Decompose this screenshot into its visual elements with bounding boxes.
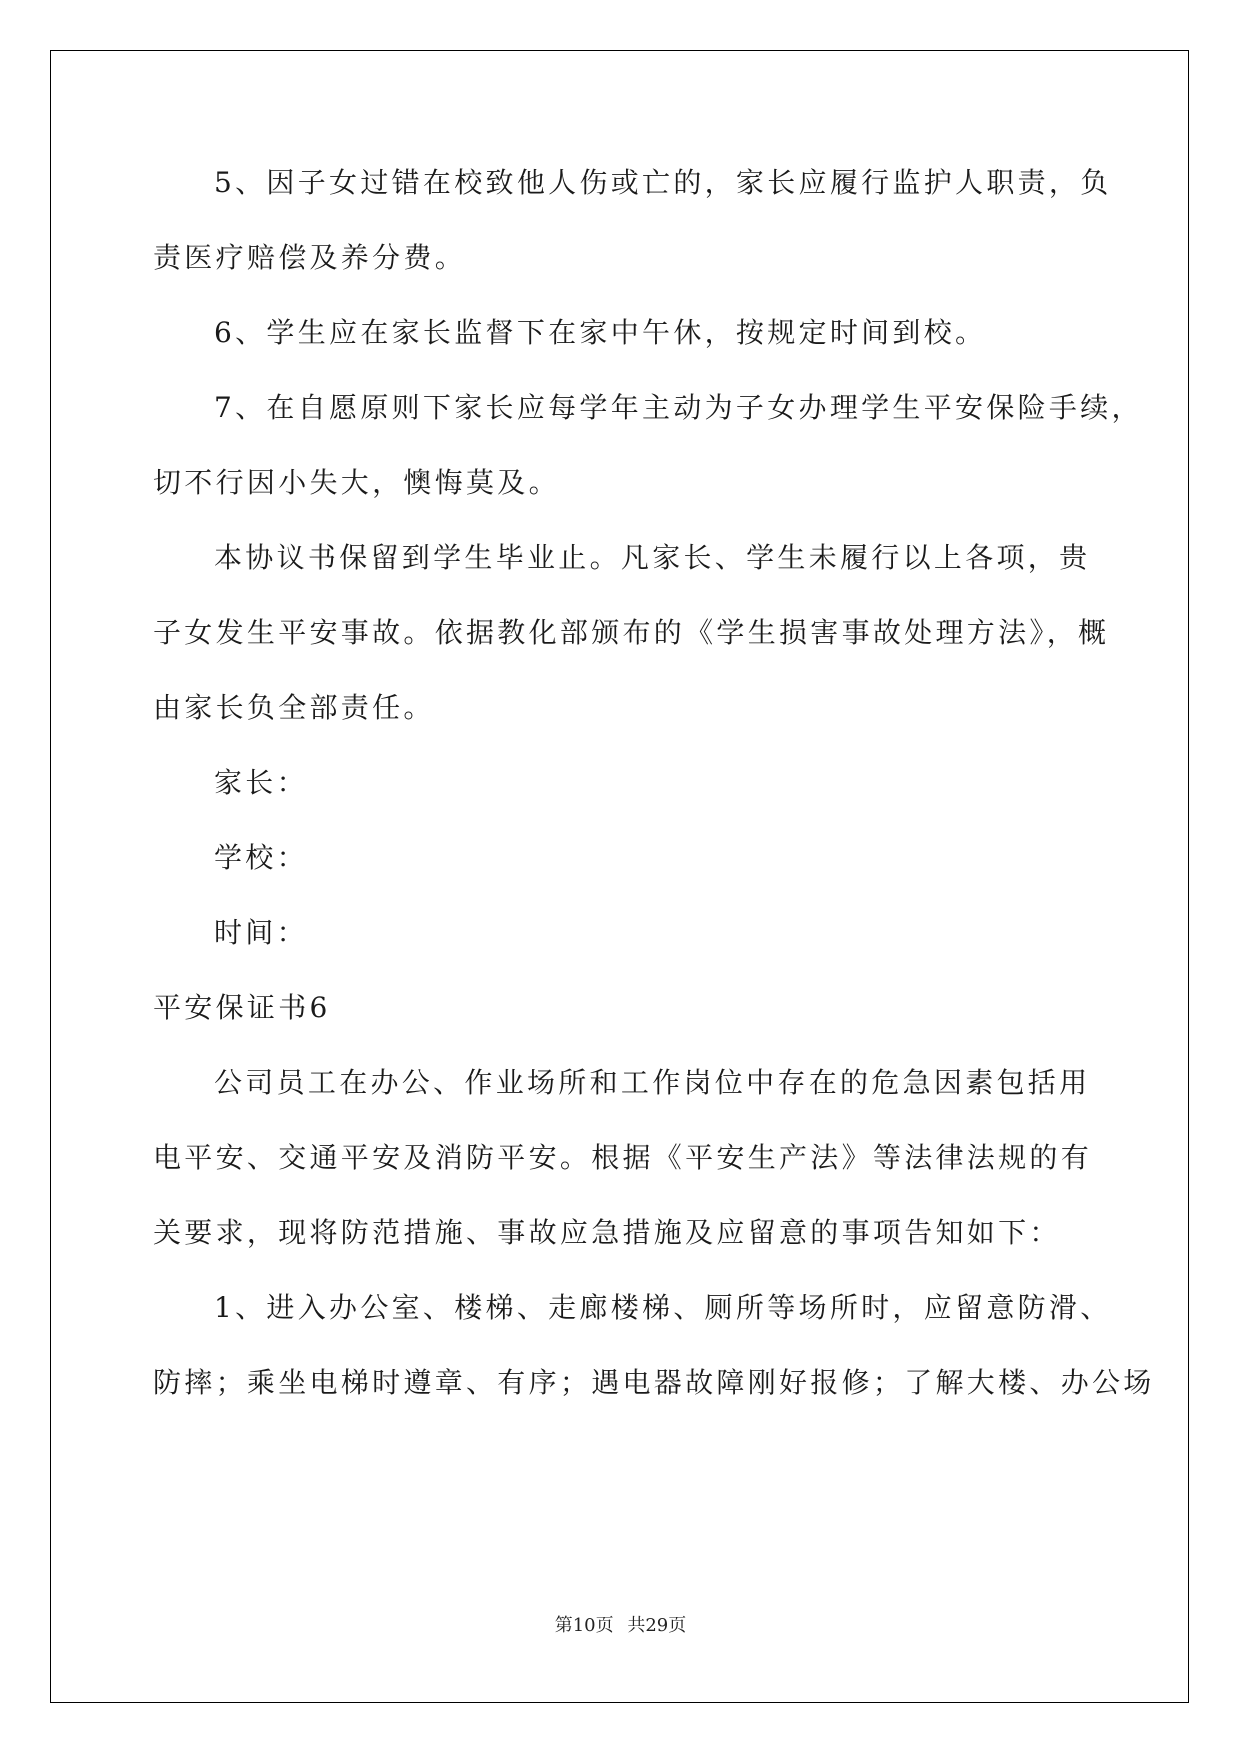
- paragraph-line: 公司员工在办公、作业场所和工作岗位中存在的危急因素包括用: [214, 1066, 1091, 1099]
- page-total: 共29页: [627, 1615, 687, 1636]
- paragraph-line: 电平安、交通平安及消防平安。根据《平安生产法》等法律法规的有: [153, 1141, 1093, 1174]
- paragraph-line: 防摔；乘坐电梯时遵章、有序；遇电器故障刚好报修；了解大楼、办公场: [153, 1366, 1155, 1399]
- section-heading: 平安保证书6: [153, 991, 331, 1024]
- paragraph-line: 切不行因小失大，懊悔莫及。: [153, 466, 560, 499]
- paragraph-line: 5、因子女过错在校致他人伤或亡的，家长应履行监护人职责，负: [214, 166, 1112, 199]
- page-number: 第10页: [554, 1615, 614, 1636]
- paragraph-line: 子女发生平安事故。依据教化部颁布的《学生损害事故处理方法》，概: [153, 616, 1110, 649]
- paragraph-line: 关要求，现将防范措施、事故应急措施及应留意的事项告知如下：: [153, 1216, 1061, 1249]
- signature-parent-label: 家长：: [214, 766, 308, 799]
- paragraph-line: 1、进入办公室、楼梯、走廊楼梯、厕所等场所时，应留意防滑、: [214, 1291, 1112, 1324]
- paragraph-line: 由家长负全部责任。: [153, 691, 435, 724]
- paragraph-line: 本协议书保留到学生毕业止。凡家长、学生未履行以上各项，贵: [214, 541, 1091, 574]
- paragraph-line: 7、在自愿原则下家长应每学年主动为子女办理学生平安保险手续，: [214, 391, 1143, 424]
- paragraph-line: 6、学生应在家长监督下在家中午休，按规定时间到校。: [214, 316, 987, 349]
- signature-school-label: 学校：: [214, 841, 308, 874]
- paragraph-line: 责医疗赔偿及养分费。: [153, 241, 467, 274]
- page-footer: [0, 1611, 1241, 1637]
- signature-date-label: 时间：: [214, 916, 308, 949]
